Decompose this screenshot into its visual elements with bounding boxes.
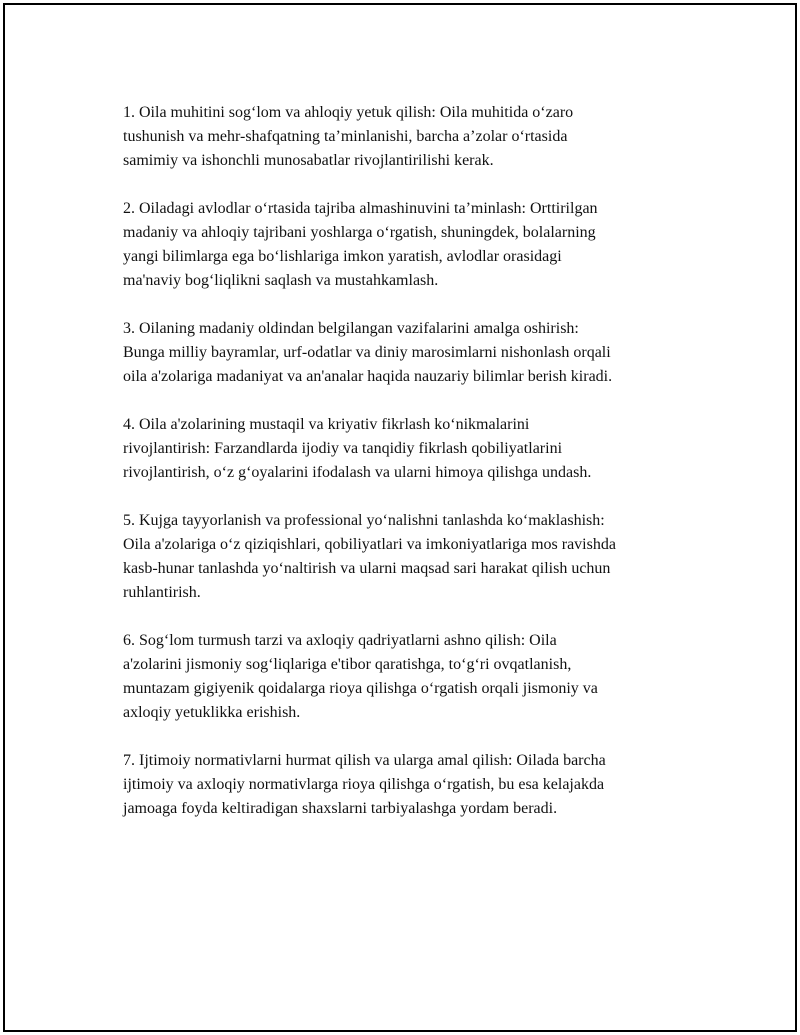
paragraph-line: ruhlantirish. bbox=[123, 584, 201, 601]
paragraph-line: muntazam gigiyenik qoidalarga rioya qilishga o‘rgatish orqali jismoniy va bbox=[123, 680, 598, 697]
paragraph-line: 7. Ijtimoiy normativlarni hurmat qilish va ularga amal qilish: Oilada barcha bbox=[123, 752, 606, 769]
paragraph-line: madaniy va ahloqiy tajribani yoshlarga o‘rgatish, shuningdek, bolalarning bbox=[123, 224, 596, 241]
paragraph-line: 6. Sog‘lom turmush tarzi va axloqiy qadriyatlarni ashno qilish: Oila bbox=[123, 632, 557, 649]
paragraph-7 bbox=[123, 749, 703, 821]
paragraph-line: axloqiy yetuklikka erishish. bbox=[123, 704, 301, 721]
paragraph-line: rivojlantirish, o‘z g‘oyalarini ifodalash va ularni himoya qilishga undash. bbox=[123, 464, 592, 481]
page-frame bbox=[3, 3, 797, 1032]
paragraph-line: ijtimoiy va axloqiy normativlarga rioya qilishga o‘rgatish, bu esa kelajakda bbox=[123, 776, 605, 793]
paragraph-line: 5. Kujga tayyorlanish va professional yo‘nalishni tanlashda ko‘maklashish: bbox=[123, 512, 605, 529]
paragraph-line: kasb-hunar tanlashda yo‘naltirish va ularni maqsad sari harakat qilish uchun bbox=[123, 560, 611, 577]
paragraph-line: Bunga milliy bayramlar, urf-odatlar va diniy marosimlarni nishonlash orqali bbox=[123, 344, 611, 361]
paragraph-line: rivojlantirish: Farzandlarda ijodiy va tanqidiy fikrlash qobiliyatlarini bbox=[123, 440, 563, 457]
paragraph-line: a'zolarini jismoniy sog‘liqlariga e'tibor qaratishga, to‘g‘ri ovqatlanish, bbox=[123, 656, 572, 673]
document-body bbox=[123, 101, 703, 845]
paragraph-line: oila a'zolariga madaniyat va an'analar haqida nauzariy bilimlar berish kiradi. bbox=[123, 368, 613, 385]
paragraph-4 bbox=[123, 413, 703, 485]
paragraph-3 bbox=[123, 317, 703, 389]
paragraph-5 bbox=[123, 509, 703, 605]
paragraph-line: 3. Oilaning madaniy oldindan belgilangan vazifalarini amalga oshirish: bbox=[123, 320, 579, 337]
paragraph-line: 2. Oiladagi avlodlar o‘rtasida tajriba almashinuvini ta’minlash: Orttirilgan bbox=[123, 200, 598, 217]
paragraph-line: 4. Oila a'zolarining mustaqil va kriyativ fikrlash ko‘nikmalarini bbox=[123, 416, 530, 433]
paragraph-line: samimiy va ishonchli munosabatlar rivojlantirilishi kerak. bbox=[123, 152, 494, 169]
paragraph-2 bbox=[123, 197, 703, 293]
paragraph-line: ma'naviy bog‘liqlikni saqlash va mustahkamlash. bbox=[123, 272, 439, 289]
paragraph-line: Oila a'zolariga o‘z qiziqishlari, qobiliyatlari va imkoniyatlariga mos ravishda bbox=[123, 536, 616, 553]
paragraph-6 bbox=[123, 629, 703, 725]
paragraph-1 bbox=[123, 101, 703, 173]
paragraph-line: jamoaga foyda keltiradigan shaxslarni tarbiyalashga yordam beradi. bbox=[123, 800, 558, 817]
paragraph-line: tushunish va mehr-shafqatning ta’minlanishi, barcha a’zolar o‘rtasida bbox=[123, 128, 568, 145]
paragraph-line: 1. Oila muhitini sog‘lom va ahloqiy yetuk qilish: Oila muhitida o‘zaro bbox=[123, 104, 574, 121]
paragraph-line: yangi bilimlarga ega bo‘lishlariga imkon yaratish, avlodlar orasidagi bbox=[123, 248, 562, 265]
